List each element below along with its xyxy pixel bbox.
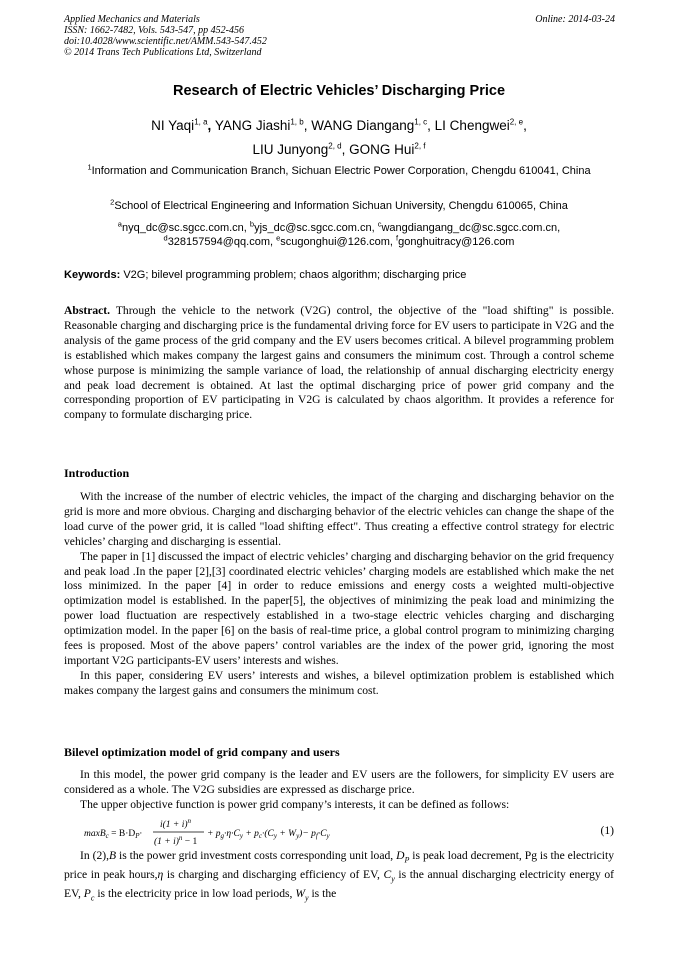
email[interactable]: 328157594@qq.com, xyxy=(167,236,277,248)
author-sup: 1, a xyxy=(194,117,208,127)
author-sup: 2, e xyxy=(509,117,524,127)
equation-number: (1) xyxy=(600,824,614,837)
keywords xyxy=(64,268,616,282)
affiliation-text: Information and Communication Branch, Sichuan Electric Power Corporation, Chengdu 610041, China xyxy=(91,165,591,177)
email-sup: c xyxy=(377,219,382,229)
paper-title: Research of Electric Vehicles’ Discharging Price xyxy=(172,83,506,99)
paragraph: In this model, the power grid company is the leader and EV users are the followers, for simplicity EV users are considered as a whole. The V2G subsidies are expressed as discharge price. xyxy=(64,768,614,796)
author-line-1: NI Yaqi$^{1, a}$, YANG Jiashi$^{1, b}$, WANG Diangang$^{1, c}$, LI Chengwei$^{2, e}$, xyxy=(151,117,527,133)
author-list xyxy=(60,114,618,162)
email[interactable]: yjs_dc@sc.sgcc.com.cn, xyxy=(254,222,378,234)
email[interactable]: wangdiangang_dc@sc.sgcc.com.cn, xyxy=(381,222,561,234)
equation-1 xyxy=(84,815,614,849)
affiliation-sup: 1 xyxy=(87,162,92,172)
author-sup: 1, b xyxy=(290,117,304,127)
affiliation-1 xyxy=(64,164,614,178)
email-sup: e xyxy=(276,233,281,243)
email-list xyxy=(64,221,614,249)
email[interactable]: nyq_dc@sc.sgcc.com.cn, xyxy=(121,222,250,234)
email-sup: b xyxy=(249,219,255,229)
svg-text:+ pg·η·Cy + pc·(Cy + Wy)− pf·C: + $p_g\cdot\eta\cdot C_y + p_c\cdot(C_y + W_y)- p_f\cdot C_y$ xyxy=(207,829,330,840)
introduction-body xyxy=(64,490,614,699)
paragraph: With the increase of the number of electric vehicles, the impact of the charging and discharging behavior on the grid is more and more obvious. Charging and discharging behavior of the electric vehicles can change the shape of the load curve of the power grid, it is called "load shifting effect". Thus creating a effective control strategy for electric vehicles’ charging and discharging is essential. xyxy=(64,490,614,548)
keywords-label: Keywords: xyxy=(64,269,121,281)
affiliation-sup: 2 xyxy=(110,197,115,207)
equation-graphic xyxy=(84,815,614,849)
author-name: WANG Diangang xyxy=(311,118,415,133)
abstract xyxy=(64,304,614,423)
email[interactable]: scugonghui@126.com, xyxy=(280,236,397,248)
affiliation-2 xyxy=(64,199,614,213)
author-sup: 1, c xyxy=(414,117,428,127)
author-name: YANG Jiashi xyxy=(214,118,291,133)
journal-header xyxy=(64,14,267,58)
journal-issn: ISSN: 1662-7482, Vols. 543-547, pp 452-456 xyxy=(64,25,244,36)
author-sup: 2, f xyxy=(414,141,426,151)
online-date: Online: 2014-03-24 xyxy=(535,14,615,25)
bilevel-body xyxy=(64,768,614,813)
email[interactable]: gonghuitracy@126.com xyxy=(398,236,515,248)
email-line-2 xyxy=(64,235,614,249)
section-heading-introduction: Introduction xyxy=(64,466,130,480)
email-sup: d xyxy=(163,233,168,243)
email-line-1 xyxy=(64,221,614,235)
author-name: LI Chengwei xyxy=(434,118,510,133)
svg-text:(1 + i)n − 1: $(1 + i)^n - 1$ xyxy=(154,834,198,847)
abstract-label: Abstract. xyxy=(64,304,111,317)
affiliation-text: School of Electrical Engineering and Information Sichuan University, Chengdu 610065, China xyxy=(114,200,568,212)
email-sup: a xyxy=(117,219,122,229)
paragraph: In this paper, considering EV users’ interests and wishes, a bilevel optimization problem is established which makes company the largest gains and consumers the minimum cost. xyxy=(64,668,614,697)
author-name: GONG Hui xyxy=(349,142,415,157)
section-heading-bilevel: Bilevel optimization model of grid company and users xyxy=(64,745,340,759)
paragraph: The upper objective function is power grid company’s interests, it can be defined as follows: xyxy=(80,797,510,811)
svg-text:i(1 + i)n: $i(1 + i)^n$ xyxy=(160,817,192,830)
author-name: NI Yaqi xyxy=(151,118,195,133)
email-sup: f xyxy=(396,233,399,243)
paragraph: The paper in [1] discussed the impact of electric vehicles’ charging and discharging behavior on the grid frequency and peak load .In the paper [2],[3] coordinated electric vehicles’ charging models are established which make the net loss minimized. In the paper [4] in order to reduce emissions and energy costs a weighted multi-objective optimization model is established. In the paper[5], the objectives of minimizing the peak load and minimizing the power load fluctuation are respectively established in a two-stage electric vehicles charging and discharging optimization model. In the paper [6] on the basis of real-time price, a global control program to minimizing charging fees is proposed. Most of the above papers’ control variables are the index of the power grid, ignoring the most important V2G participants-EV users’ interests and wishes. xyxy=(64,549,614,667)
author-line-2: LIU Junyong$^{2, d}$, GONG Hui$^{2, f}$ xyxy=(252,141,426,157)
journal-copyright: © 2014 Trans Tech Publications Ltd, Switzerland xyxy=(64,47,262,58)
post-equation-paragraph xyxy=(64,849,614,907)
journal-name: Applied Mechanics and Materials xyxy=(64,14,200,25)
abstract-text: Through the vehicle to the network (V2G) control, the objective of the "load shifting" is possible. Reasonable charging and discharging price is the fundamental driving force for EV users to participate in V2G and the analysis of the game process of the grid company and the EV users becomes critical. A bilevel programming problem is established which makes company the largest gains and consumers the minimum cost. Through a control scheme whose purpose is minimizing the sample variance of load, the relationship of annual discharging electricity energy and peak load decrement is obtained. At last the optimal discharging price of power grid company and the corresponding proportion of EV participating in V2G is calculated by chaos algorithm. It provides a reference for company to formulate discharging price. xyxy=(64,304,614,422)
keywords-text: V2G; bilevel programming problem; chaos algorithm; discharging price xyxy=(123,269,467,281)
journal-doi: doi:10.4028/www.scientific.net/AMM.543-547.452 xyxy=(64,36,267,47)
author-name: LIU Junyong xyxy=(252,142,329,157)
paragraph: In (2),B is the power grid investment costs corresponding unit load, $D_P$ is peak load decrement, Pg is the electricity price in peak hours,η is charging and discharging efficiency of EV, $C_y$ is the annual discharging electricity energy of EV, $P_c$ is the electricity price in low load periods, $W_y$ is the xyxy=(64,849,615,903)
author-sup: 2, d xyxy=(328,141,342,151)
svg-text:maxBc = B·DP·: $\max B_c = B\cdot D_P\cdot$ xyxy=(84,829,142,840)
